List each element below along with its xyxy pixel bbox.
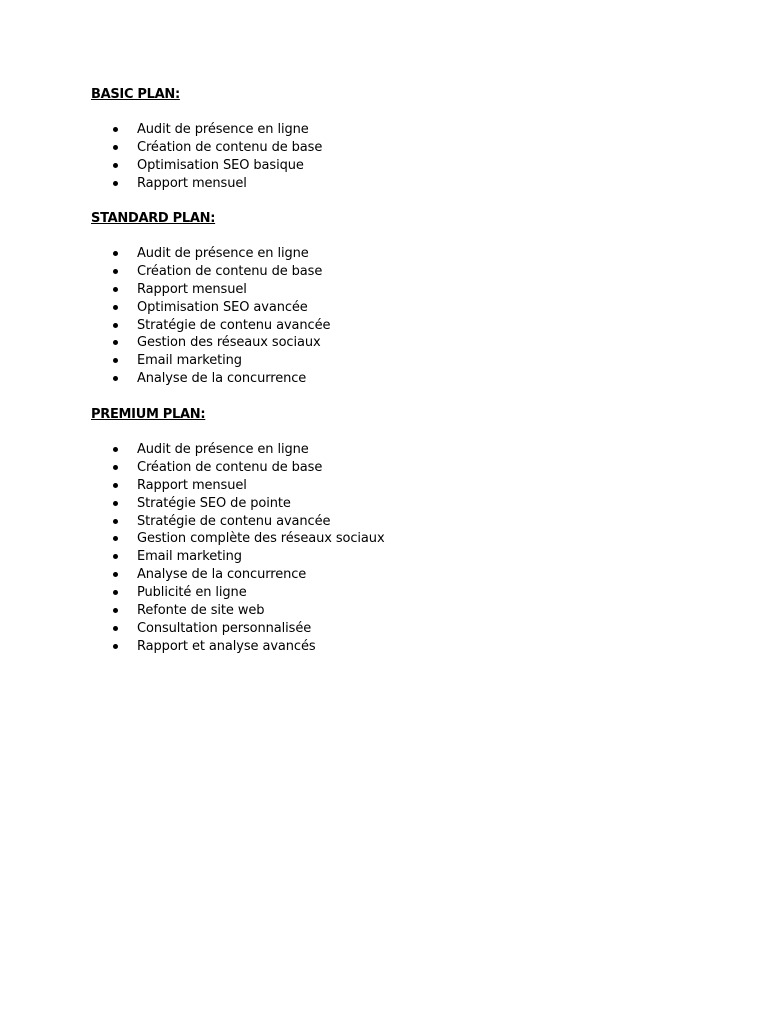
bullet-icon: [113, 251, 118, 256]
list-item-text: Stratégie SEO de pointe: [137, 495, 291, 511]
premium-plan-list: [91, 441, 691, 656]
premium-plan-heading: PREMIUM PLAN:: [91, 407, 206, 422]
bullet-icon: [113, 127, 118, 132]
list-item-text: Audit de présence en ligne: [137, 122, 309, 137]
bullet-icon: [113, 447, 118, 452]
bullet-icon: [113, 181, 118, 186]
list-item-text: Gestion des réseaux sociaux: [137, 335, 321, 351]
list-item: [91, 245, 691, 263]
bullet-icon: [113, 323, 118, 328]
premium-plan-section: [91, 406, 691, 656]
list-item-text: Audit de présence en ligne: [137, 442, 309, 457]
list-item: [91, 495, 691, 513]
bullet-icon: [113, 163, 118, 168]
list-item: [91, 157, 691, 175]
list-item: [91, 477, 691, 495]
list-item: [91, 566, 691, 584]
bullet-icon: [113, 376, 118, 381]
bullet-icon: [113, 554, 118, 559]
list-item-text: Création de contenu de base: [137, 263, 323, 279]
list-item-text: Analyse de la concurrence: [137, 371, 307, 387]
list-item-text: Stratégie de contenu avancée: [137, 513, 331, 529]
bullet-icon: [113, 145, 118, 150]
bullet-icon: [113, 608, 118, 613]
standard-plan-heading: STANDARD PLAN:: [91, 211, 216, 226]
list-item-text: Rapport mensuel: [137, 175, 247, 191]
bullet-icon: [113, 465, 118, 470]
basic-plan-section: [91, 86, 691, 193]
list-item-text: Refonte de site web: [137, 603, 265, 619]
list-item: [91, 370, 691, 388]
bullet-icon: [113, 519, 118, 524]
basic-plan-list: [91, 121, 691, 193]
list-item-text: Création de contenu de base: [137, 139, 323, 155]
bullet-icon: [113, 287, 118, 292]
list-item-text: Gestion complète des réseaux sociaux: [137, 531, 385, 547]
list-item: [91, 334, 691, 352]
list-item-text: Stratégie de contenu avancée: [137, 317, 331, 333]
bullet-icon: [113, 305, 118, 310]
list-item: [91, 281, 691, 299]
list-item-text: Email marketing: [137, 353, 242, 369]
list-item: [91, 441, 691, 459]
list-item-text: Rapport mensuel: [137, 477, 247, 493]
list-item-text: Publicité en ligne: [137, 585, 247, 601]
bullet-icon: [113, 590, 118, 595]
standard-plan-section: [91, 210, 691, 388]
list-item: [91, 263, 691, 281]
list-item: [91, 620, 691, 638]
list-item-text: Rapport et analyse avancés: [137, 638, 316, 654]
list-item: [91, 352, 691, 370]
list-item: [91, 317, 691, 335]
list-item-text: Création de contenu de base: [137, 459, 323, 475]
list-item: [91, 584, 691, 602]
list-item: [91, 139, 691, 157]
bullet-icon: [113, 626, 118, 631]
bullet-icon: [113, 358, 118, 363]
list-item: [91, 513, 691, 531]
bullet-icon: [113, 340, 118, 345]
list-item-text: Consultation personnalisée: [137, 620, 312, 636]
list-item-text: Rapport mensuel: [137, 281, 247, 297]
bullet-icon: [113, 536, 118, 541]
list-item: [91, 530, 691, 548]
bullet-icon: [113, 572, 118, 577]
list-item-text: Optimisation SEO basique: [137, 157, 304, 173]
list-item-text: Email marketing: [137, 549, 242, 565]
list-item-text: Audit de présence en ligne: [137, 246, 309, 261]
standard-plan-list: [91, 245, 691, 388]
bullet-icon: [113, 644, 118, 649]
list-item: [91, 602, 691, 620]
basic-plan-heading: BASIC PLAN:: [91, 87, 180, 102]
list-item: [91, 299, 691, 317]
list-item-text: Analyse de la concurrence: [137, 567, 307, 583]
bullet-icon: [113, 483, 118, 488]
list-item: [91, 121, 691, 139]
list-item-text: Optimisation SEO avancée: [137, 299, 308, 315]
bullet-icon: [113, 269, 118, 274]
list-item: [91, 548, 691, 566]
list-item: [91, 459, 691, 477]
bullet-icon: [113, 501, 118, 506]
list-item: [91, 638, 691, 656]
list-item: [91, 175, 691, 193]
